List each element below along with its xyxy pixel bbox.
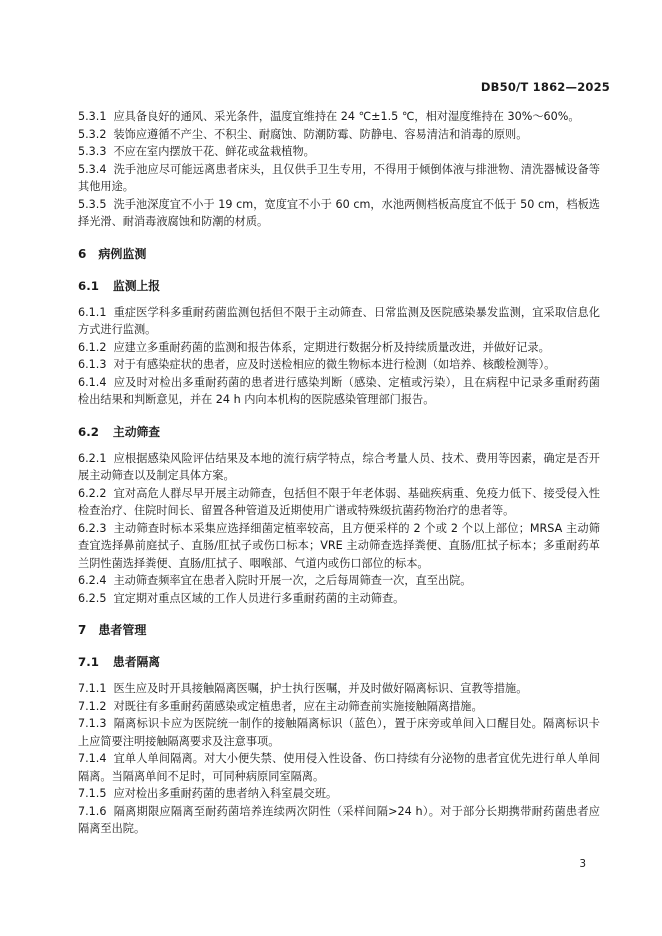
clause-text: 装饰应遵循不产尘、不积尘、耐腐蚀、防潮防霉、防静电、容易清洁和消毒的原则。 [113, 127, 528, 141]
section-heading-6-2 [78, 423, 600, 441]
clause-text: 宜对高危人群尽早开展主动筛查，包括但不限于年老体弱、基础疾病重、免疫力低下、接受侵入性检查治疗、住院时间长、留置各种管道及近期使用广谱或特殊级抗菌药物治疗的患者等。 [78, 486, 600, 517]
clause-6-1-3 [78, 356, 600, 374]
clause-6-1-2 [78, 339, 600, 357]
clause-number: 6.2.3 [78, 521, 107, 535]
section-number: 6.1 [78, 278, 99, 293]
chapter-title: 患者管理 [98, 623, 147, 637]
clause-number: 7.1.2 [78, 699, 107, 713]
clause-7-1-5 [78, 785, 600, 803]
clause-5-3-4 [78, 161, 600, 196]
standard-code: DB50/T 1862—2025 [480, 80, 610, 94]
clause-6-2-2 [78, 485, 600, 520]
chapter-title: 病例监测 [98, 246, 147, 261]
chapter-number: 6 [78, 246, 87, 261]
section-number: 7.1 [78, 655, 99, 669]
clause-number: 5.3.3 [78, 145, 107, 158]
clause-number: 6.1.2 [78, 340, 107, 354]
chapter-number: 7 [78, 623, 87, 637]
clause-7-1-3 [78, 715, 600, 750]
clause-text: 洗手池深度宜不小于 19 cm，宽度宜不小于 60 cm，水池两侧档板高度宜不低于 50 cm，档板选择光滑、耐消毒液腐蚀和防潮的材质。 [78, 197, 600, 228]
clause-text: 洗手池应尽可能远离患者床头，且仅供手卫生专用，不得用于倾倒体液与排泄物、清洗器械设备等其他用途。 [78, 162, 600, 193]
clause-7-1-1 [78, 680, 600, 698]
clause-text: 应建立多重耐药菌的监测和报告体系，定期进行数据分析及持续质量改进，并做好记录。 [113, 340, 550, 354]
clause-5-3-1 [78, 108, 600, 126]
clause-text: 重症医学科多重耐药菌监测包括但不限于主动筛查、日常监测及医院感染暴发监测，宜采取信息化方式进行监测。 [78, 305, 600, 336]
clause-7-1-4 [78, 750, 600, 785]
clause-text: 应及时对检出多重耐药菌的患者进行感染判断（感染、定植或污染），且在病程中记录多重耐药菌检出结果和判断意见，并在 24 h 内向本机构的医院感染管理部门报告。 [78, 375, 600, 406]
document-body [78, 108, 600, 838]
clause-6-1-4 [78, 374, 600, 409]
clause-text: 隔离期限应隔离至耐药菌培养连续两次阴性（采样间隔>24 h）。对于部分长期携带耐药菌患者应隔离至出院。 [78, 804, 600, 835]
clause-text: 宜单人单间隔离。对大小便失禁、使用侵入性设备、伤口持续有分泌物的患者宜优先进行单人单间隔离。当隔离单间不足时，可同种病原同室隔离。 [78, 752, 600, 783]
clause-number: 7.1.4 [78, 752, 107, 765]
clause-text: 应根据感染风险评估结果及本地的流行病学特点，综合考量人员、技术、费用等因素，确定是否开展主动筛查以及制定具体方案。 [78, 451, 600, 482]
clause-number: 7.1.3 [78, 717, 107, 730]
clause-6-2-5 [78, 590, 600, 608]
clause-5-3-5 [78, 196, 600, 231]
clause-number: 6.1.4 [78, 375, 107, 389]
chapter-heading-6 [78, 245, 600, 263]
clause-text: 对于有感染症状的患者，应及时送检相应的微生物标本进行检测（如培养、核酸检测等）。 [113, 358, 556, 371]
clause-6-2-1 [78, 450, 600, 485]
clause-number: 5.3.5 [78, 197, 107, 211]
clause-7-1-6 [78, 803, 600, 838]
page-number: 3 [579, 858, 586, 870]
clause-number: 7.1.1 [78, 682, 107, 695]
clause-number: 6.2.1 [78, 451, 107, 465]
clause-6-2-3 [78, 520, 600, 573]
clause-6-1-1 [78, 304, 600, 339]
clause-number: 6.1.1 [78, 305, 107, 319]
section-heading-6-1 [78, 277, 600, 295]
section-title: 监测上报 [112, 278, 161, 293]
section-heading-7-1 [78, 653, 600, 671]
clause-number: 5.3.4 [78, 162, 107, 176]
clause-number: 7.1.5 [78, 787, 107, 800]
clause-number: 6.2.4 [78, 574, 107, 587]
clause-number: 6.2.5 [78, 591, 107, 605]
section-number: 6.2 [78, 424, 99, 439]
clause-number: 5.3.1 [78, 110, 107, 123]
clause-text: 主动筛查频率宜在患者入院时开展一次，之后每周筛查一次，直至出院。 [113, 574, 472, 587]
section-title: 主动筛查 [112, 424, 161, 439]
clause-text: 主动筛查时标本采集应选择细菌定植率较高，且方便采样的 2 个或 2 个以上部位；MRSA 主动筛查宜选择鼻前庭拭子、直肠/肛拭子或伤口标本；VRE 主动筛查选择粪便、直肠/肛拭子标本；多重耐药革兰阴性菌选择粪便、直肠/肛拭子、咽喉部、气道内或伤口部位的标本。 [78, 521, 600, 570]
clause-number: 5.3.2 [78, 127, 107, 141]
clause-text: 对既往有多重耐药菌感染或定植患者，应在主动筛查前实施接触隔离措施。 [113, 699, 483, 713]
clause-text: 宜定期对重点区域的工作人员进行多重耐药菌的主动筛查。 [113, 591, 405, 605]
clause-6-2-4 [78, 572, 600, 590]
clause-text: 应对检出多重耐药菌的患者纳入科室晨交班。 [113, 787, 338, 800]
clause-5-3-3 [78, 143, 600, 161]
section-title: 患者隔离 [112, 655, 161, 669]
clause-7-1-2 [78, 698, 600, 716]
clause-5-3-2 [78, 126, 600, 144]
clause-number: 7.1.6 [78, 804, 107, 818]
chapter-heading-7 [78, 621, 600, 639]
clause-number: 6.1.3 [78, 358, 107, 371]
clause-text: 应具备良好的通风、采光条件，温度宜维持在 24 ℃±1.5 ℃，相对湿度维持在 30%～60%。 [113, 110, 580, 123]
clause-text: 不应在室内摆放干花、鲜花或盆栽植物。 [113, 145, 315, 158]
clause-number: 6.2.2 [78, 486, 107, 500]
clause-text: 隔离标识卡应为医院统一制作的接触隔离标识（蓝色），置于床旁或单间入口醒目处。隔离标识卡上应简要注明接触隔离要求及注意事项。 [78, 717, 600, 748]
clause-text: 医生应及时开具接触隔离医嘱，护士执行医嘱，并及时做好隔离标识、宣教等措施。 [113, 682, 528, 695]
